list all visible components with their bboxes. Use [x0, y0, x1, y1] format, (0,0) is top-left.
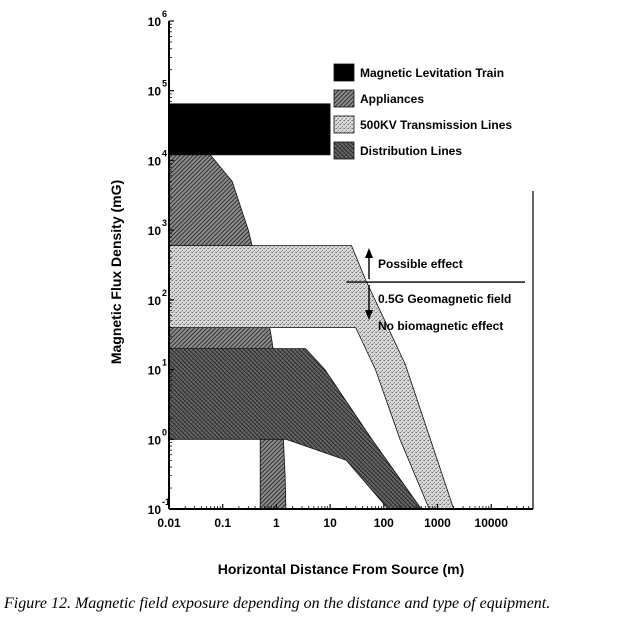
y-tick-exponent: 3 [162, 218, 168, 229]
below-line-label: No biomagnetic effect [378, 319, 504, 334]
y-tick-exponent: 6 [162, 9, 168, 19]
x-tick-label: 1000 [424, 516, 451, 530]
y-tick-exponent: 5 [162, 78, 168, 89]
y-axis-title: Magnetic Flux Density (mG) [108, 179, 124, 365]
y-tick-label: 10 [147, 503, 161, 517]
legend-swatch-magnetic-levitation-train [334, 64, 354, 81]
y-tick-exponent: 1 [162, 357, 168, 368]
y-tick-label: 10 [147, 363, 161, 378]
legend-swatch-appliances [334, 90, 354, 107]
legend-label-500kv-transmission-lines: 500KV Transmission Lines [360, 118, 513, 132]
y-tick-label: 10 [147, 433, 161, 448]
legend-swatch-distribution-lines [334, 142, 354, 159]
arrow-up-head-icon [365, 248, 373, 258]
y-tick-exponent: 0 [162, 427, 168, 438]
legend-swatch-500kv-transmission-lines [334, 116, 354, 133]
x-tick-label: 0.01 [157, 516, 181, 530]
y-tick-exponent: 4 [162, 148, 168, 159]
x-tick-label: 0.1 [214, 516, 232, 530]
x-tick-label: 10000 [474, 516, 508, 530]
y-tick-exponent: 2 [162, 287, 168, 298]
y-tick-label: 10 [147, 84, 161, 99]
legend-label-distribution-lines: Distribution Lines [360, 144, 462, 158]
y-tick-label: 10 [147, 293, 161, 308]
y-tick-label: 10 [147, 154, 161, 169]
y-tick-label: 10 [147, 15, 161, 29]
x-axis-title: Horizontal Distance From Source (m) [217, 561, 465, 577]
x-tick-label: 100 [373, 516, 394, 530]
data-areas [169, 104, 454, 509]
below-line-label: 0.5G Geomagnetic field [378, 292, 512, 307]
y-tick-exponent: -1 [162, 497, 171, 507]
area-magnetic-levitation-train [169, 104, 330, 155]
x-tick-label: 1 [273, 516, 280, 530]
x-axis-ticks [157, 504, 533, 530]
y-tick-label: 10 [147, 224, 161, 239]
legend-label-magnetic-levitation-train: Magnetic Levitation Train [360, 66, 505, 80]
x-tick-label: 10 [323, 516, 337, 530]
possible-effect-label: Possible effect [378, 257, 463, 272]
legend-label-appliances: Appliances [360, 92, 425, 106]
figure-caption: Figure 12. Magnetic field exposure depending on the distance and type of equipment. [4, 595, 551, 612]
legend [334, 64, 512, 159]
